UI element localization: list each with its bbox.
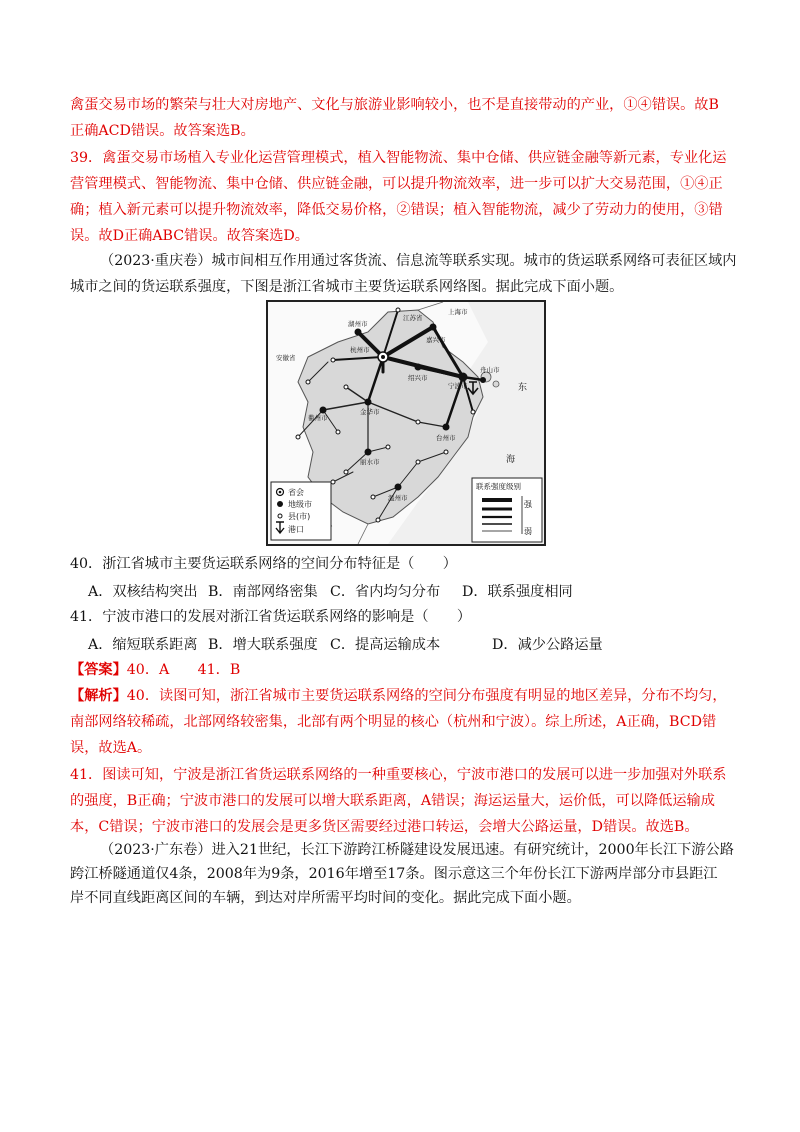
label-anhui: 安徽省 bbox=[276, 354, 296, 362]
question-40-stem: 40．浙江省城市主要货运联系网络的空间分布特征是（ ） bbox=[70, 556, 457, 572]
strength-legend bbox=[472, 478, 542, 542]
legend-capital: 省会 bbox=[288, 488, 304, 497]
label-hangzhou: 杭州市 bbox=[350, 346, 370, 354]
label-lishui: 丽水市 bbox=[360, 458, 380, 466]
freight-network-map bbox=[266, 300, 546, 546]
strength-legend-strong: 强 bbox=[524, 500, 532, 509]
strength-legend-title: 联系强度级别 bbox=[476, 482, 521, 491]
answer-line bbox=[70, 660, 240, 680]
legend-prefecture: 地级市 bbox=[288, 500, 312, 509]
label-jiaxing: 嘉兴市 bbox=[426, 336, 446, 344]
explanation-line: 误。故D正确ABC错误。故答案选D。 bbox=[70, 228, 309, 244]
q41-option-c[interactable]: C．提高运输成本 bbox=[330, 637, 441, 653]
intro-line: （2023·重庆卷）城市间相互作用通过客货流、信息流等联系实现。城市的货运联系网络可表征区域内 bbox=[100, 253, 737, 269]
q40-option-a[interactable]: A．双核结构突出 bbox=[88, 584, 198, 600]
label-sea: 海 bbox=[506, 455, 516, 465]
analysis-line: 误，故选A。 bbox=[70, 740, 152, 756]
analysis-line bbox=[70, 686, 727, 706]
strength-legend-weak: 弱 bbox=[524, 527, 532, 536]
explanation-line: 39．禽蛋交易市场植入专业化运营管理模式，植入智能物流、集中仓储、供应链金融等新元素，专业化运 bbox=[70, 150, 727, 166]
answer-tag: 【答案】 bbox=[70, 662, 127, 678]
q40-option-d[interactable]: D．联系强度相同 bbox=[462, 584, 573, 600]
legend-county: 县(市) bbox=[288, 512, 311, 521]
analysis-tag: 【解析】 bbox=[70, 688, 127, 704]
analysis-41-line: 的强度，B正确；宁波市港口的发展可以增大联系距离，A错误；海运运量大，运价低，可以降低运输成 bbox=[70, 793, 715, 809]
label-taizhou: 台州市 bbox=[436, 434, 456, 442]
q41-option-d[interactable]: D．减少公路运量 bbox=[492, 637, 603, 653]
label-quzhou: 衢州市 bbox=[308, 414, 328, 422]
analysis-41-line: 41．图读可知，宁波是浙江省货运联系网络的一种重要核心，宁波市港口的发展可以进一步加强对外联系 bbox=[70, 767, 727, 783]
label-east: 东 bbox=[518, 383, 528, 393]
legend-port: 港口 bbox=[288, 525, 304, 534]
symbol-legend bbox=[271, 482, 331, 540]
q40-option-c[interactable]: C．省内均匀分布 bbox=[330, 584, 441, 600]
q41-option-a[interactable]: A．缩短联系距离 bbox=[88, 637, 198, 653]
analysis-line: 南部网络较稀疏，北部网络较密集，北部有两个明显的核心（杭州和宁波）。综上所述，A正确，BCD错 bbox=[70, 714, 717, 730]
label-shaoxing: 绍兴市 bbox=[408, 374, 428, 382]
intro-line: 城市之间的货运联系强度，下图是浙江省城市主要货运联系网络图。据此完成下面小题。 bbox=[70, 279, 624, 295]
analysis-41-line: 本，C错误；宁波市港口的发展会是更多货区需要经过港口转运，会增大公路运量，D错误。故选B。 bbox=[70, 819, 699, 835]
answer-text-line: 正确ACD错误。故答案选B。 bbox=[70, 123, 255, 139]
label-zhoushan: 舟山市 bbox=[480, 366, 500, 374]
label-jiangsu: 江苏省 bbox=[403, 314, 423, 322]
q40-option-b[interactable]: B．南部网络密集 bbox=[208, 584, 318, 600]
label-huzhou: 湖州市 bbox=[348, 320, 368, 328]
intro2-line: （2023·广东卷）进入21世纪，长江下游跨江桥隧建设发展迅速。有研究统计，2000年长江下游公路 bbox=[100, 842, 734, 858]
intro2-line: 岸不同直线距离区间的车辆，到达对岸所需平均时间的变化。据此完成下面小题。 bbox=[70, 890, 581, 906]
explanation-line: 营管理模式、智能物流、集中仓储、供应链金融，可以提升物流效率，进一步可以扩大交易范围，①④正 bbox=[70, 176, 723, 192]
answer-text: 40．A 41．B bbox=[126, 662, 241, 678]
label-shanghai: 上海市 bbox=[448, 308, 468, 316]
analysis-text: 40．读图可知，浙江省城市主要货运联系网络的空间分布强度有明显的地区差异，分布不均匀， bbox=[126, 688, 727, 704]
intro2-line: 跨江桥隧通道仅4条，2008年为9条，2016年增至17条。图示意这三个年份长江下游两岸部分市县距江 bbox=[70, 866, 718, 882]
q41-option-b[interactable]: B．增大联系强度 bbox=[208, 637, 318, 653]
label-jinhua: 金华市 bbox=[360, 408, 380, 416]
label-ningbo: 宁波市 bbox=[448, 382, 468, 390]
answer-text-line: 禽蛋交易市场的繁荣与壮大对房地产、文化与旅游业影响较小，也不是直接带动的产业，①④错误。故B bbox=[70, 97, 719, 113]
question-41-stem: 41．宁波市港口的发展对浙江省货运联系网络的影响是（ ） bbox=[70, 609, 472, 625]
explanation-line: 确；植入新元素可以提升物流效率，降低交易价格，②错误；植入智能物流，减少了劳动力的使用，③错 bbox=[70, 202, 723, 218]
label-wenzhou: 温州市 bbox=[388, 494, 408, 502]
